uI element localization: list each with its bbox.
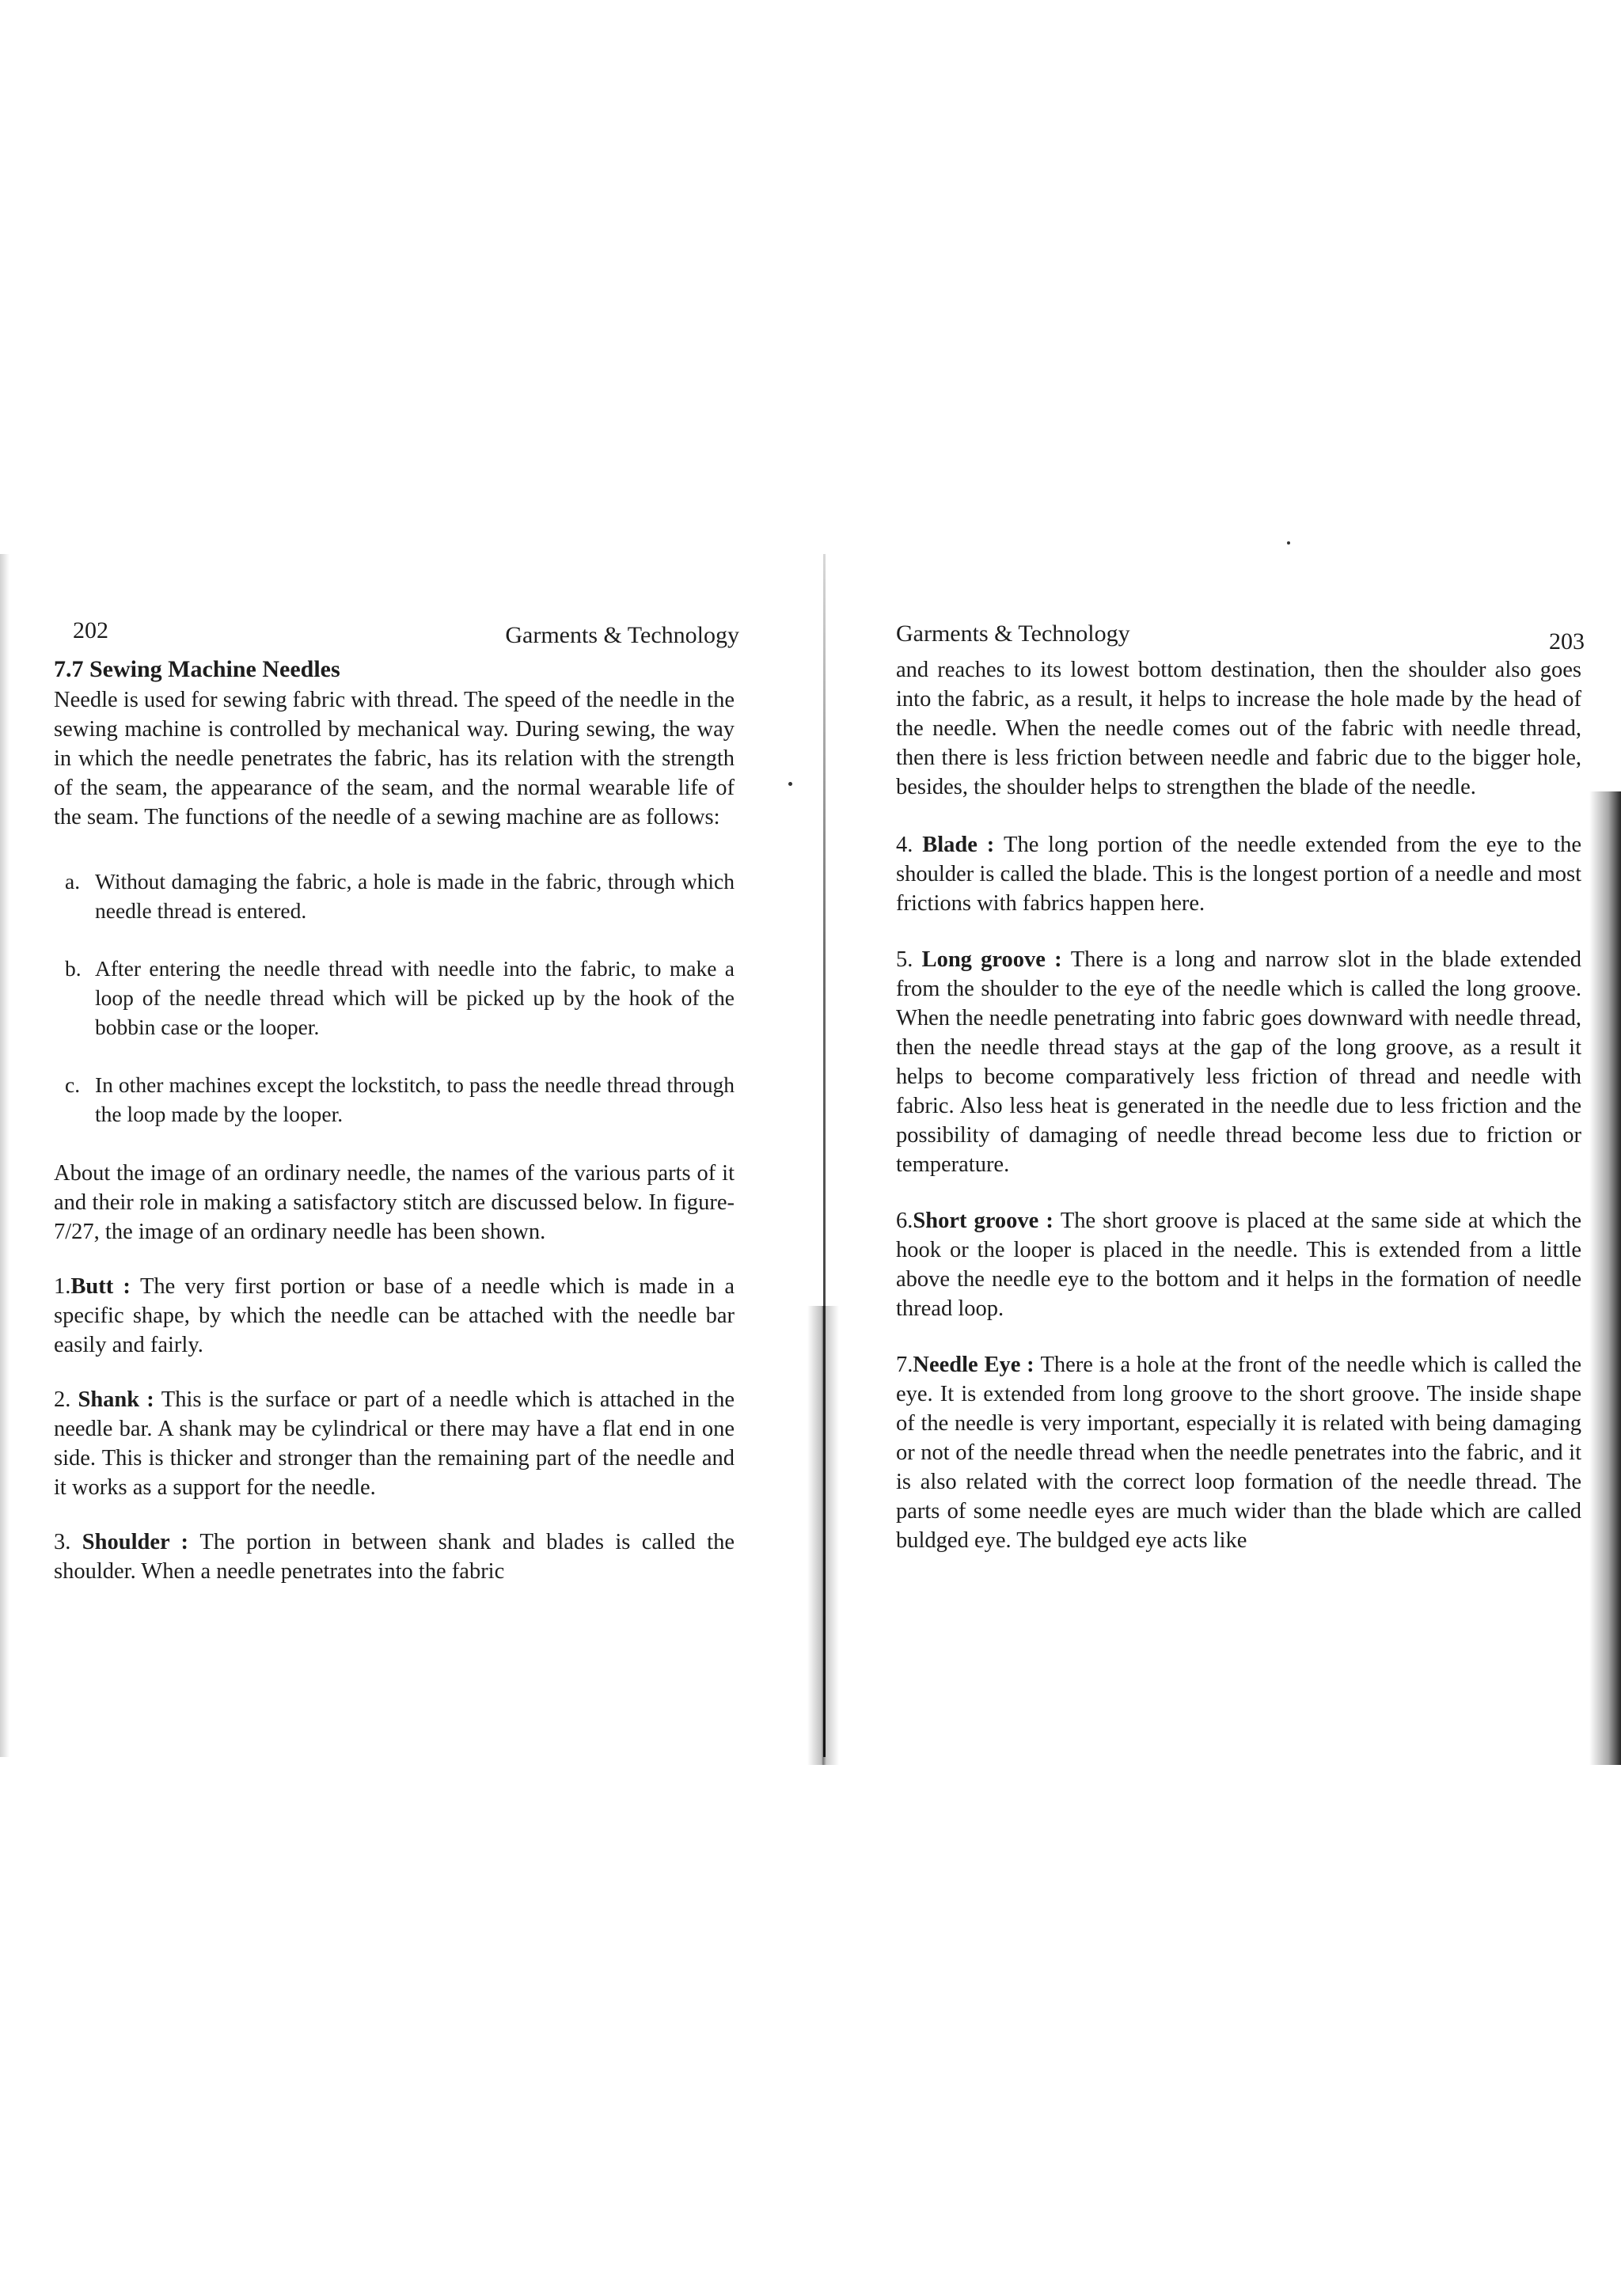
list-text: Without damaging the fabric, a hole is made in the fabric, through which needle thread is entered.: [95, 869, 735, 923]
running-title: Garments & Technology: [505, 622, 739, 648]
part-term: Long groove: [921, 947, 1046, 972]
needle-part-butt: [54, 1272, 735, 1360]
part-number: 5.: [896, 947, 922, 972]
function-item: [65, 867, 735, 925]
part-separator: :: [1045, 947, 1071, 972]
about-paragraph: About the image of an ordinary needle, the names of the various parts of it and their role in making a satisfactory stitch are discussed below. In figure-7/27, the image of an ordinary needle has been shown.: [54, 1161, 735, 1244]
list-marker: b.: [65, 956, 82, 981]
needle-part-short-groove: [896, 1206, 1581, 1323]
part-text: This is the surface or part of a needle which is attached in the needle bar. A shank may be cylindrical or there may have a flat end in one side. This is thicker and stronger than the remaining part of the needle and it works as a support for the needle.: [54, 1387, 735, 1500]
function-item: [65, 954, 735, 1042]
part-text: The very first portion or base of a needle which is made in a specific shape, by which the needle can be attached with the needle bar easily and fairly.: [54, 1274, 735, 1357]
left-page: [54, 617, 739, 1586]
needle-part-shoulder: [54, 1528, 735, 1586]
page-number: 202: [73, 617, 108, 643]
list-marker: a.: [65, 869, 81, 894]
part-separator: :: [113, 1274, 140, 1299]
part-term: Shank: [78, 1387, 140, 1412]
page-edge-shadow-right: [1589, 791, 1621, 1765]
part-separator: :: [977, 833, 1004, 857]
part-text: There is a long and narrow slot in the blade extended from the shoulder to the eye of the needle which is called the long groove. When the needle penetrating into fabric goes downward with needle thread, then the needle thread stays at the gap of the long groove, as a result it helps to become comparatively less friction of thread and needle with fabric. Also less heat is generated in the needle due to less friction and the possibility of damaging of needle thread become less due to friction or temperature.: [896, 947, 1581, 1177]
page-edge-shadow-left: [0, 554, 9, 1757]
part-number: 7.: [896, 1353, 913, 1377]
gutter-shadow: [807, 1306, 839, 1765]
part-term: Short groove: [913, 1209, 1039, 1233]
part-text: The long portion of the needle extended from the eye to the shoulder is called the blade. This is the longest portion of a needle and most frictions with fabrics happen here.: [896, 833, 1581, 916]
part-text: The portion in between shank and blades is called the shoulder. When a needle penetrates into the fabric: [54, 1530, 735, 1584]
intro-paragraph: Needle is used for sewing fabric with thread. The speed of the needle in the sewing machine is controlled by mechanical way. During sewing, the way in which the needle penetrates the fabric, has its relation with the strength of the seam, the appearance of the seam, and the normal wearable life of the seam. The functions of the needle of a sewing machine are as follows:: [54, 688, 735, 829]
page-header: [896, 617, 1585, 655]
needle-part-long-groove: [896, 945, 1581, 1179]
running-title: Garments & Technology: [896, 620, 1130, 647]
scan-speck: [788, 782, 792, 786]
right-page: [896, 617, 1585, 1555]
section-title: 7.7 Sewing Machine Needles: [54, 656, 340, 682]
part-text: The short groove is placed at the same side at which the hook or the looper is placed in the needle. This is extended from a little above the needle eye to the bottom and it helps in the formation of needle thread loop.: [896, 1209, 1581, 1321]
part-term: Butt: [70, 1274, 114, 1299]
part-term: Shoulder: [82, 1530, 170, 1554]
part-separator: :: [1020, 1353, 1041, 1377]
page-header: [54, 617, 739, 655]
list-text: In other machines except the lockstitch, to pass the needle thread through the loop made by the looper.: [95, 1072, 735, 1126]
needle-part-shank: [54, 1385, 735, 1502]
function-item: [65, 1070, 735, 1129]
continuation-paragraph: and reaches to its lowest bottom destination, then the shoulder also goes into the fabric, as a result, it helps to increase the hole made by the head of the needle. When the needle comes out of the fabric with needle thread, then there is less friction between needle and fabric due to the bigger hole, besides, the shoulder helps to strengthen the blade of the needle.: [896, 658, 1581, 799]
page-number: 203: [1549, 628, 1585, 655]
part-term: Needle Eye: [913, 1353, 1021, 1377]
list-text: After entering the needle thread with needle into the fabric, to make a loop of the needle thread which will be picked up by the hook of the bobbin case or the looper.: [95, 956, 735, 1039]
part-separator: :: [139, 1387, 161, 1412]
needle-part-needle-eye: [896, 1350, 1581, 1555]
needle-part-blade: [896, 830, 1581, 918]
list-marker: c.: [65, 1072, 81, 1097]
part-number: 3.: [54, 1530, 82, 1554]
part-separator: :: [1038, 1209, 1061, 1233]
part-number: 6.: [896, 1209, 913, 1233]
part-number: 2.: [54, 1387, 78, 1412]
part-text: There is a hole at the front of the needle which is called the eye. It is extended from long groove to the short groove. The inside shape of the needle is very important, especially it is related with being damaging or not of the needle thread when the needle penetrates into the fabric, and it is also related with the correct loop formation of the needle thread. The parts of some needle eyes are much wider than the blade which are called buldged eye. The buldged eye acts like: [896, 1353, 1581, 1553]
scan-speck: [1287, 541, 1290, 545]
part-number: 1.: [54, 1274, 71, 1299]
part-number: 4.: [896, 833, 923, 857]
part-separator: :: [169, 1530, 200, 1554]
part-term: Blade: [922, 833, 978, 857]
